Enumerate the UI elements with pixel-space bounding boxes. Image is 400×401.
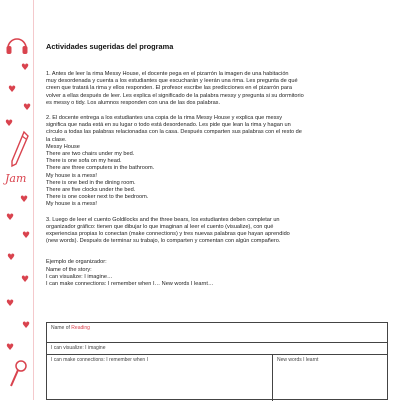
- text-line: es messy o tidy. Los alumnos responden con una de las dos palabras.: [46, 99, 221, 106]
- rhyme-line: My house is a mess!: [46, 172, 97, 179]
- text-line: Ejemplo de organizador:: [46, 259, 107, 266]
- paragraph-3: [46, 217, 388, 246]
- rhyme-line: There is one sofa on my head.: [46, 158, 122, 165]
- heart-icon: ♥: [23, 103, 32, 113]
- text-line: Name of the story:: [46, 266, 92, 273]
- text-line: experiencias propias lo conectan (make connections) y tres nuevas palabras que hayan aprendido: [46, 231, 290, 238]
- jam-doodle-icon: [3, 170, 31, 186]
- svg-text:Jam: Jam: [5, 172, 27, 185]
- decorative-margin: [0, 0, 34, 400]
- organizer-new-words-label: New words I learnt: [277, 357, 319, 363]
- organizer-name-cell: [47, 323, 387, 343]
- text-line: I can visualize: I imagine…: [46, 273, 113, 280]
- text-line: muy desordenada y cuenta a los estudiantes que escucharán y leerán una rima. Les pregunta de qué: [46, 78, 298, 85]
- heart-icon: ♥: [7, 253, 16, 263]
- text-line: organizador gráfico: tienen que dibujar lo que imaginan al leer el cuento (visualize), con qué: [46, 223, 274, 230]
- margin-line: [33, 0, 34, 400]
- heart-icon: ♥: [20, 195, 29, 205]
- heart-icon: ♥: [21, 275, 30, 285]
- text-line: significa que nada está en su lugar o todo está desordenado. Les pide que lean la rima y hagan un: [46, 122, 291, 129]
- paragraph-2: [46, 115, 388, 144]
- organizer-name-highlight: Reading: [71, 325, 90, 331]
- heart-icon: ♥: [22, 231, 31, 241]
- text-line: la clase.: [46, 136, 67, 143]
- headphones-icon: [5, 34, 29, 56]
- organizer-name-label: Name of: [51, 325, 72, 331]
- paragraph-1: [46, 71, 388, 107]
- heart-icon: ♥: [8, 85, 17, 95]
- rhyme-line: There is one bed in the dining room.: [46, 179, 136, 186]
- text-line: 3. Luego de leer el cuento Goldilocks and the three bears, los estudiantes deben completar un: [46, 216, 280, 223]
- text-line: (new words). Después de terminar su trabajo, lo comparten y comentan con algún compañero.: [46, 238, 281, 245]
- text-line: 1. Antes de leer la rima Messy House, el docente pega en el pizarrón la imagen de una habitación: [46, 71, 289, 77]
- rhyme-line: My house is a mess!: [46, 201, 97, 208]
- heart-icon: ♥: [22, 321, 31, 331]
- rhyme-messy-house: [46, 144, 388, 209]
- heart-icon: ♥: [6, 213, 15, 223]
- organizer-connections-cell: [47, 355, 273, 401]
- organizer-new-words-cell: [273, 355, 387, 401]
- text-line: creen que tratará la rima y ellos responden. El profesor escribe las predicciones en el pizarrón para: [46, 85, 292, 92]
- pencil-icon: [8, 130, 30, 172]
- text-line: círculo a todas las palabras relacionadas con la casa. Después comparten sus palabras con el resto de: [46, 129, 302, 136]
- rhyme-line: There are five clocks under the bed.: [46, 187, 136, 194]
- heart-icon: ♥: [5, 119, 14, 129]
- rhyme-line: There are three computers in the bathroom.: [46, 165, 155, 172]
- rhyme-line: There is one cooker next to the bedroom.: [46, 194, 149, 201]
- rhyme-line: There are two chairs under my bed.: [46, 151, 135, 158]
- text-line: I can make connections: I remember when I… New words I learnt…: [46, 281, 214, 288]
- rhyme-title: Messy House: [46, 143, 80, 150]
- heart-icon: ♥: [6, 299, 15, 309]
- heart-icon: ♥: [21, 63, 30, 73]
- microphone-icon: [8, 360, 28, 390]
- page-title: Actividades sugeridas del programa: [46, 42, 174, 51]
- heart-icon: ♥: [6, 343, 15, 353]
- organizer-visualize-label: I can visualize: I imagine: [51, 345, 106, 351]
- organizer-example: [46, 259, 388, 288]
- graphic-organizer-table: [46, 322, 388, 400]
- organizer-connections-label: I can make connections: I remember when I: [51, 357, 148, 363]
- document-body: [46, 42, 388, 296]
- organizer-visualize-cell: [47, 343, 387, 355]
- text-line: volver a ellas después de leer. Les explica el significado de la palabra messy y pregunta si su dormitorio: [46, 92, 304, 99]
- text-line: 2. El docente entrega a los estudiantes una copia de la rima Messy House y explica que messy: [46, 115, 282, 122]
